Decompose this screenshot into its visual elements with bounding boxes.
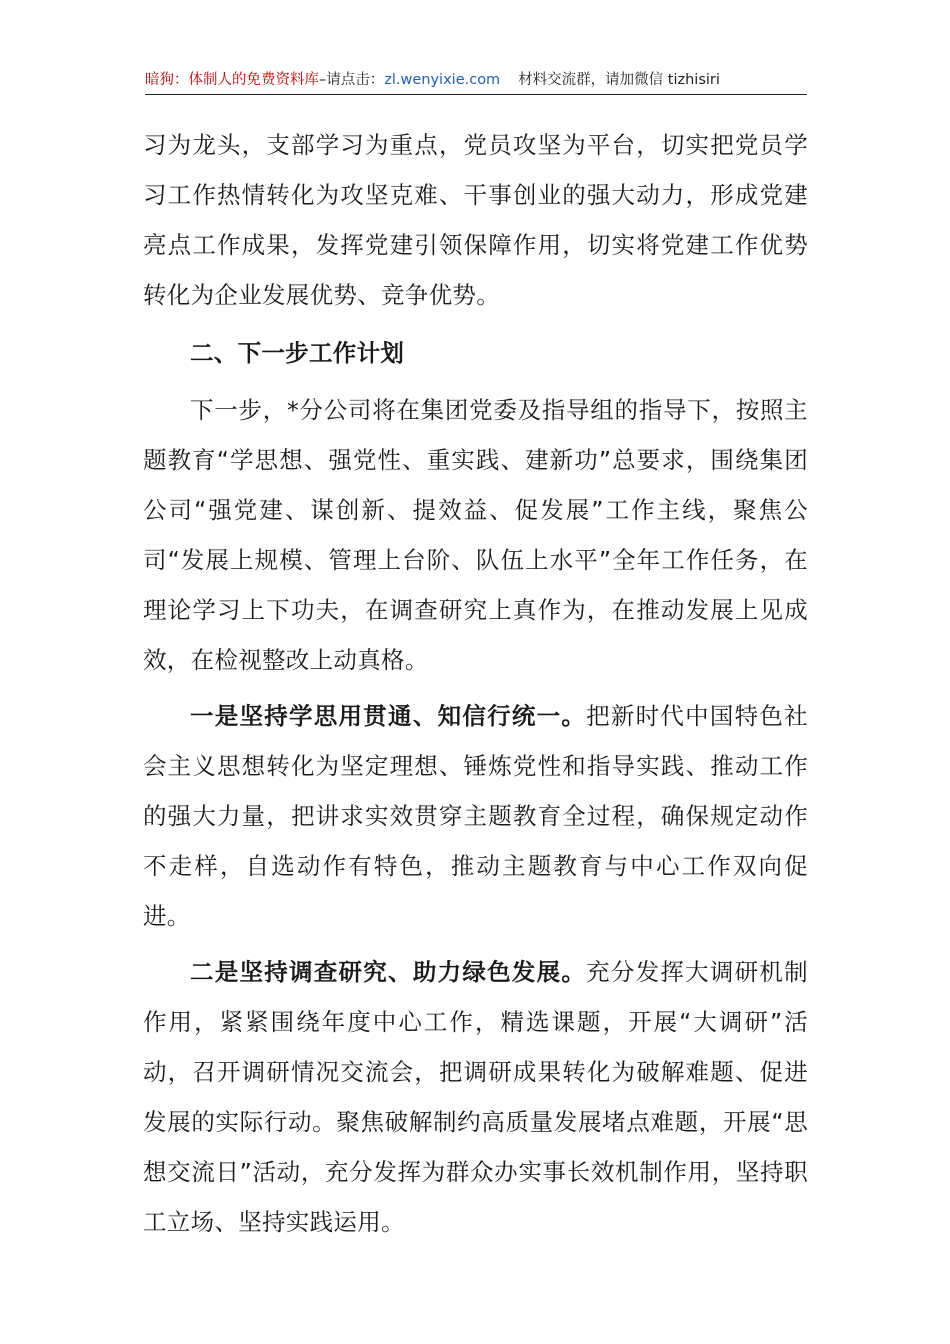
header-source-label: 暗狗：体制人的免费资料库 — [145, 72, 319, 88]
header-url-link[interactable]: zl.wenyixie.com — [384, 72, 501, 88]
page-header — [145, 70, 807, 95]
section-heading: 二、下一步工作计划 — [190, 339, 405, 367]
paragraph-item-1 — [143, 691, 808, 941]
item-2-lead: 二是坚持调查研究、助力绿色发展。 — [190, 958, 587, 986]
header-group-note: 材料交流群，请加微信 tizhisiri — [518, 72, 720, 88]
paragraph-plan-intro: 下一步，*分公司将在集团党委及指导组的指导下，按照主题教育“学思想、强党性、重实践、建新功”总要求，围绕集团公司“强党建、谋创新、提效益、促发展”工作主线，聚焦公司“发展上规模、管理上台阶、队伍上水平”全年工作任务，在理论学习上下功夫，在调查研究上真作为，在推动发展上见成效，在检视整改上动真格。 — [143, 396, 808, 674]
document-body — [143, 120, 808, 1247]
item-1-body: 把新时代中国特色社会主义思想转化为坚定理想、锤炼党性和指导实践、推动工作的强大力量，把讲求实效贯穿主题教育全过程，确保规定动作不走样，自选动作有特色，推动主题教育与中心工作双向促进。 — [143, 702, 808, 930]
item-1-lead: 一是坚持学思用贯通、知信行统一。 — [190, 702, 587, 730]
paragraph-item-2 — [143, 947, 808, 1247]
header-click-prompt: –请点击： — [319, 72, 385, 88]
item-2-body: 充分发挥大调研机制作用，紧紧围绕年度中心工作，精选课题，开展“大调研”活动，召开调研情况交流会，把调研成果转化为破解难题、促进发展的实际行动。聚焦破解制约高质量发展堵点难题，开展“思想交流日”活动，充分发挥为群众办实事长效机制作用，坚持职工立场、坚持实践运用。 — [143, 958, 808, 1236]
paragraph-continued: 习为龙头，支部学习为重点，党员攻坚为平台，切实把党员学习工作热情转化为攻坚克难、干事创业的强大动力，形成党建亮点工作成果，发挥党建引领保障作用，切实将党建工作优势转化为企业发展优势、竞争优势。 — [143, 131, 808, 309]
